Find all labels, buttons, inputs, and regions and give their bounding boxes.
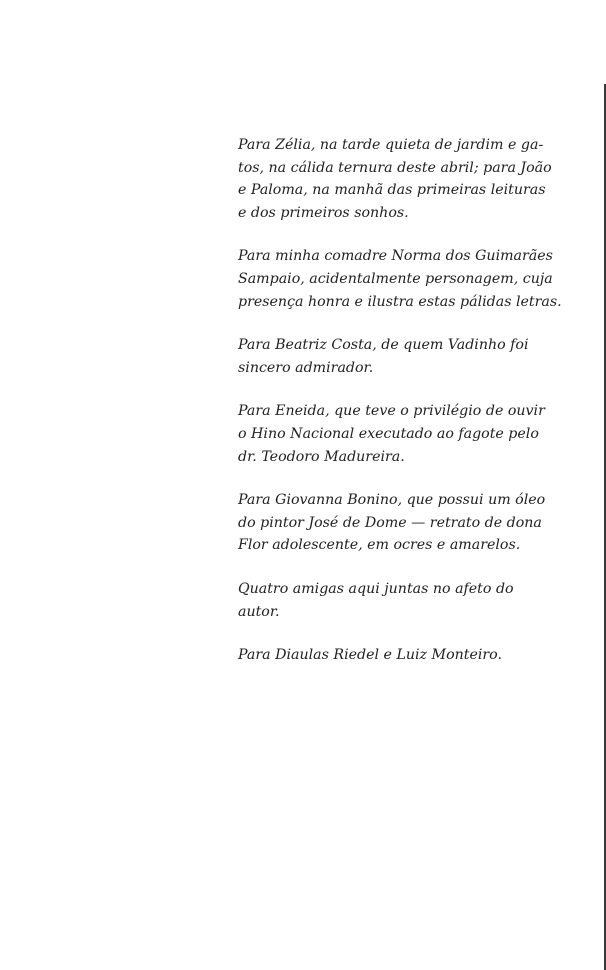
dedication-paragraph-4 bbox=[238, 400, 545, 468]
text-line: e Paloma, na manhã das primeiras leituras bbox=[238, 182, 546, 199]
dedication-paragraph-6 bbox=[238, 578, 538, 623]
text-line: Flor adolescente, em ocres e amarelos. bbox=[238, 537, 521, 554]
text-line: Para Zélia, na tarde quieta de jardim e ga- bbox=[238, 137, 544, 153]
text-line: Para Giovanna Bonino, que possui um óleo bbox=[238, 492, 546, 509]
text-line: Quatro amigas aqui juntas no afeto do bbox=[238, 580, 514, 597]
text-line: e dos primeiros sonhos. bbox=[238, 204, 409, 221]
dedication-paragraph-5 bbox=[238, 489, 546, 557]
text-line: dr. Teodoro Madureira. bbox=[238, 448, 405, 465]
text-line: presença honra e ilustra estas pálidas letras. bbox=[238, 293, 562, 310]
text-line: sincero admirador. bbox=[238, 359, 374, 376]
text-line: autor. bbox=[238, 603, 280, 620]
dedication-block bbox=[238, 134, 562, 688]
text-line: Para Diaulas Riedel e Luiz Monteiro. bbox=[238, 647, 502, 664]
dedication-paragraph-2 bbox=[238, 245, 562, 313]
text-line: Para Beatriz Costa, de quem Vadinho foi bbox=[238, 337, 529, 354]
text-line: Para Eneida, que teve o privilégio de ouvir bbox=[238, 403, 545, 420]
dedication-paragraph-3 bbox=[238, 334, 538, 379]
text-line: do pintor José de Dome — retrato de dona bbox=[238, 514, 542, 531]
text-line: Sampaio, acidentalmente personagem, cuja bbox=[238, 270, 553, 287]
text-line: o Hino Nacional executado ao fagote pelo bbox=[238, 425, 539, 442]
text-line: tos, na cálida ternura deste abril; para João bbox=[238, 159, 552, 176]
dedication-paragraph-1 bbox=[238, 134, 552, 224]
text-line: Para minha comadre Norma dos Guimarães bbox=[238, 248, 553, 265]
dedication-paragraph-7 bbox=[238, 644, 538, 667]
